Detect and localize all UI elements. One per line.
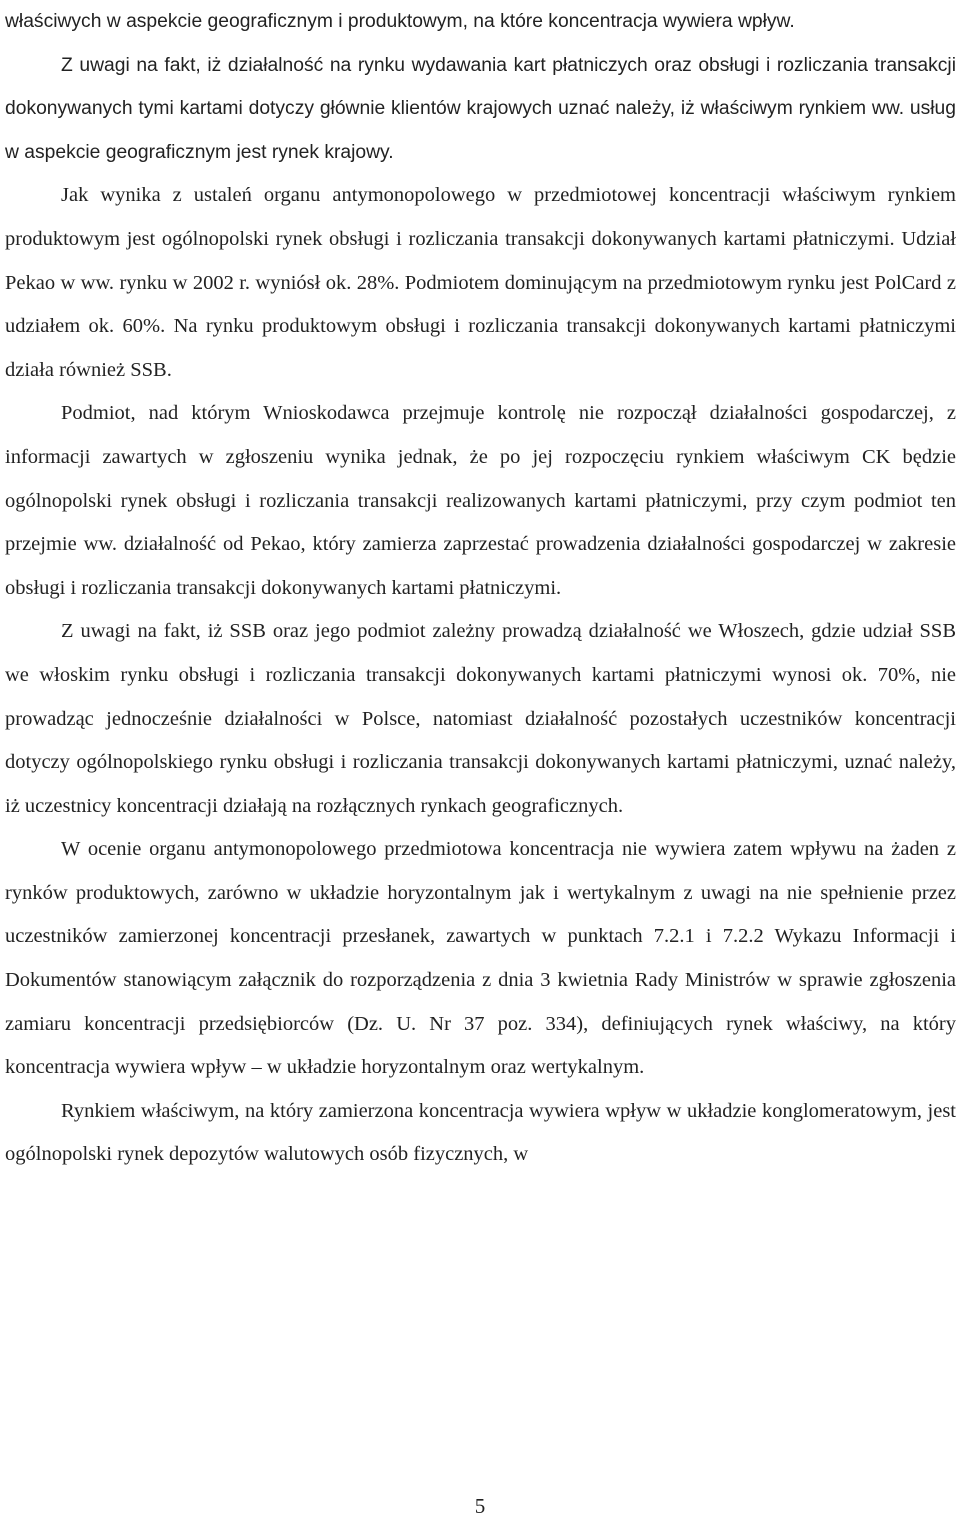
page-number: 5 [474, 1494, 486, 1518]
paragraph-product-market: Jak wynika z ustaleń organu antymonopolowego w przedmiotowej koncentracji właściwym rynkiem produktowym jest ogólnopolski rynek obsługi i rozliczania transakcji dokonywanych kartami płatniczymi. Udział Pekao w ww. rynku w 2002 r. wyniósł ok. 28%. Podmiotem dominującym na przedmiotowym rynku jest PolCard z udziałem ok. 60%. Na rynku produktowym obsługi i rozliczania transakcji dokonywanych kartami płatniczymi działa również SSB. [5, 184, 956, 381]
paragraph-conglomerate-market: Rynkiem właściwym, na który zamierzona koncentracja wywiera wpływ w układzie konglomeratowym, jest ogólnopolski rynek depozytów walutowych osób fizycznych, w [5, 1099, 956, 1166]
paragraph-geographic-market: Z uwagi na fakt, iż działalność na rynku wydawania kart płatniczych oraz obsługi i rozliczania transakcji dokonywanych tymi kartami dotyczy głównie klientów krajowych uznać należy, iż właściwym rynkiem ww. usług w aspekcie geograficznym jest rynek krajowy. [5, 54, 956, 163]
paragraph-ck-market: Podmiot, nad którym Wnioskodawca przejmuje kontrolę nie rozpoczął działalności gospodarczej, z informacji zawartych w zgłoszeniu wynika jednak, że po jej rozpoczęciu rynkiem właściwym CK będzie ogólnopolski rynek obsługi i rozliczania transakcji realizowanych kartami płatniczymi, przy czym podmiot ten przejmie ww. działalność od Pekao, który zamierza zaprzestać prowadzenia działalności gospodarczej w zakresie obsługi i rozliczania transakcji dokonywanych kartami płatniczymi. [5, 402, 956, 599]
paragraph-assessment: W ocenie organu antymonopolowego przedmiotowa koncentracja nie wywiera zatem wpływu na żaden z rynków produktowych, zarówno w układzie horyzontalnym jak i wertykalnym z uwagi na nie spełnienie przez uczestników zamierzonej koncentracji przesłanek, zawartych w punktach 7.2.1 i 7.2.2 Wykazu Informacji i Dokumentów stanowiącym załącznik do rozporządzenia z dnia 3 kwietnia Rady Ministrów w sprawie zgłoszenia zamiaru koncentracji przedsiębiorców (Dz. U. Nr 37 poz. 334), definiujących rynek właściwy, na który koncentracja wywiera wpływ – w układzie horyzontalnym oraz wertykalnym. [5, 838, 956, 1079]
document-page [5, 0, 956, 1177]
paragraph-ssb-italy: Z uwagi na fakt, iż SSB oraz jego podmiot zależny prowadzą działalność we Włoszech, gdzie udział SSB we włoskim rynku obsługi i rozliczania transakcji dokonywanych kartami płatniczymi wynosi ok. 70%, nie prowadząc jednocześnie działalności w Polsce, natomiast działalność pozostałych uczestników koncentracji dotyczy ogólnopolskiego rynku obsługi i rozliczania transakcji dokonywanych kartami płatniczymi, uznać należy, iż uczestnicy koncentracji działają na rozłącznych rynkach geograficznych. [5, 620, 956, 817]
paragraph-continuation: właściwych w aspekcie geograficznym i produktowym, na które koncentracja wywiera wpływ. [5, 11, 795, 32]
